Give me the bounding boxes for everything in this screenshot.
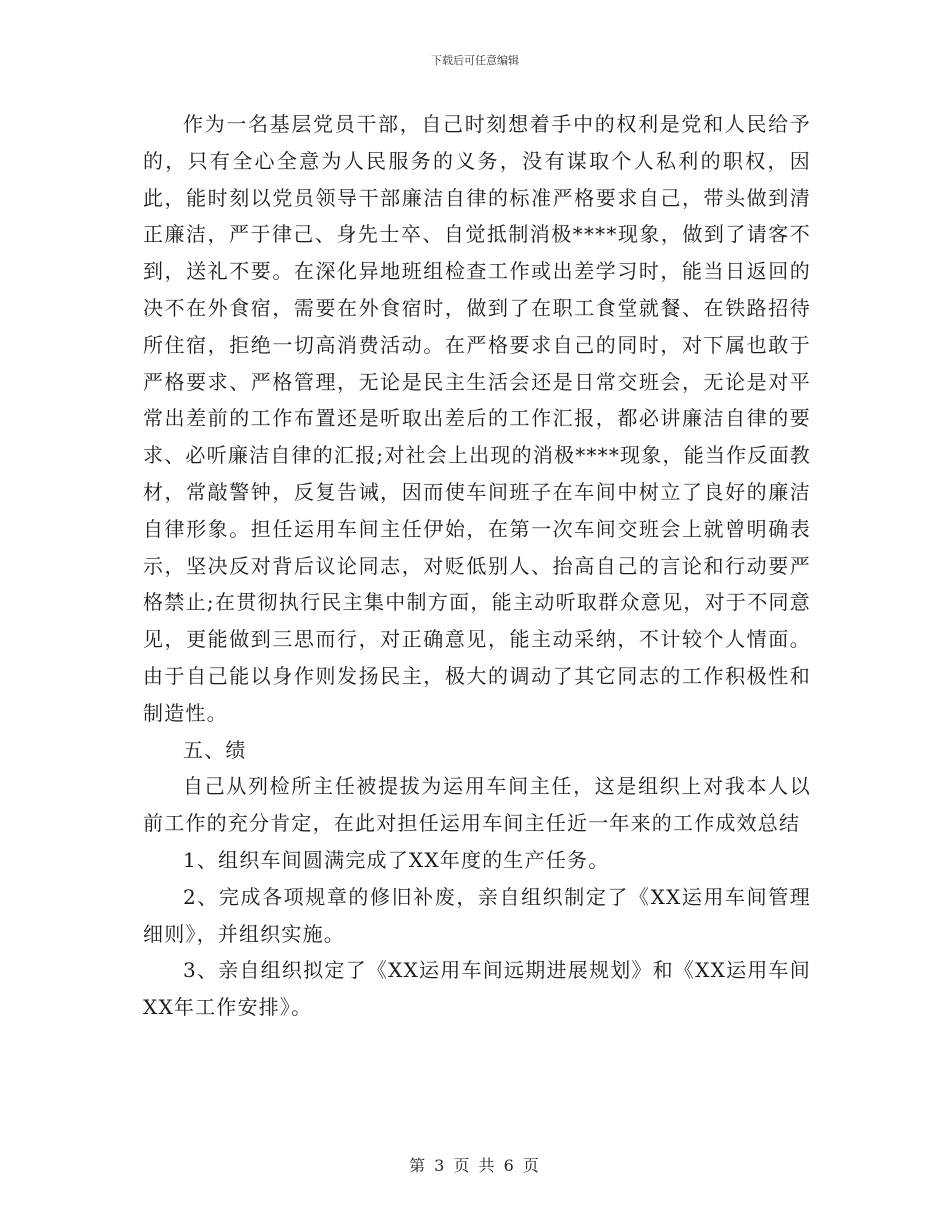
document-body xyxy=(143,106,811,1026)
section-heading-achievements: 五、绩 xyxy=(183,737,247,762)
paragraph-achievements-intro: 自己从列检所主任被提拔为运用车间主任，这是组织上对我本人以前工作的充分肯定，在此对担任运用车间主任近一年来的工作成效总结 xyxy=(143,774,811,836)
paragraph-integrity: 作为一名基层党员干部，自己时刻想着手中的权利是党和人民给予的，只有全心全意为人民服务的义务，没有谋取个人私利的职权，因此，能时刻以党员领导干部廉洁自律的标准严格要求自己，带头做到清正廉洁，严于律己、身先士卒、自觉抵制消极****现象，做到了请客不到，送礼不要。在深化异地班组检查工作或出差学习时，能当日返回的决不在外食宿，需要在外食宿时，做到了在职工食堂就餐、在铁路招待所住宿，拒绝一切高消费活动。在严格要求自己的同时，对下属也敢于严格要求、严格管理，无论是民主生活会还是日常交班会，无论是对平常出差前的工作布置还是听取出差后的工作汇报，都必讲廉洁自律的要求、必听廉洁自律的汇报;对社会上出现的消极****现象，能当作反面教材，常敲警钟，反复告诫，因而使车间班子在车间中树立了良好的廉洁自律形象。担任运用车间主任伊始，在第一次车间交班会上就曾明确表示，坚决反对背后议论同志，对贬低别人、抬高自己的言论和行动要严格禁止;在贯彻执行民主集中制方面，能主动听取群众意见，对于不同意见，更能做到三思而行，对正确意见，能主动采纳，不计较个人情面。由于自己能以身作则发扬民主，极大的调动了其它同志的工作积极性和制造性。 xyxy=(143,112,811,725)
list-item-3: 3、亲自组织拟定了《XX运用车间远期进展规划》和《XX运用车间XX年工作安排》。 xyxy=(143,958,811,1020)
page-number: 第 3 页 共 6 页 xyxy=(409,1156,541,1175)
list-item-2: 2、完成各项规章的修旧补废，亲自组织制定了《XX运用车间管理细则》，并组织实施。 xyxy=(143,884,811,946)
list-item-1: 1、组织车间圆满完成了XX年度的生产任务。 xyxy=(183,847,610,872)
page-header: 下载后可任意编辑 xyxy=(431,54,519,67)
